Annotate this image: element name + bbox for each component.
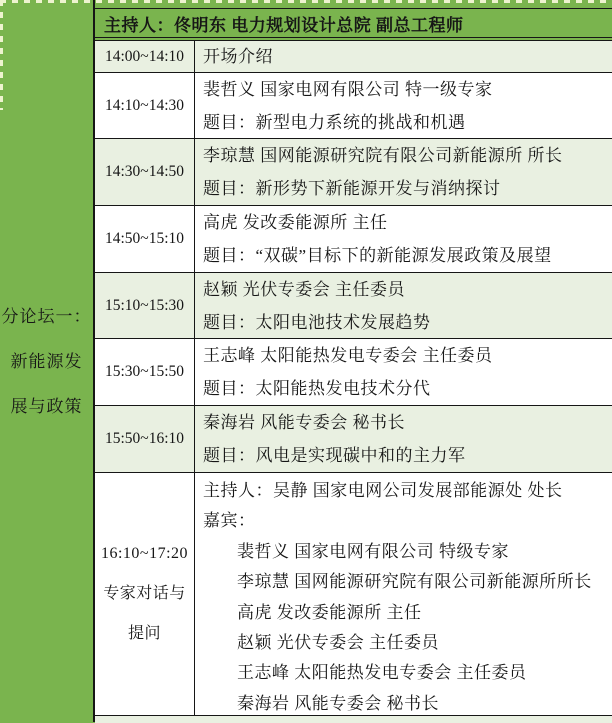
selection-dash-top xyxy=(0,0,612,3)
topic-line: 题目：新形势下新能源开发与消纳探讨 xyxy=(203,179,501,198)
speaker-line: 高虎 发改委能源所 主任 xyxy=(203,213,388,232)
speaker-line: 裴哲义 国家电网有限公司 特一级专家 xyxy=(203,79,493,99)
topic-line: 题目：“双碳”目标下的新能源发展政策及展望 xyxy=(203,246,552,265)
selection-dash-left xyxy=(0,0,3,110)
agenda-table xyxy=(93,0,612,722)
time-cell: 15:10~15:30 xyxy=(95,273,195,338)
panel-moderator-line: 主持人：吴静 国家电网公司发展部能源处 处长 xyxy=(203,481,563,500)
schedule-row-speaker xyxy=(95,406,612,473)
guest-line: 秦海岩 风能专委会 秘书长 xyxy=(237,693,439,713)
content-cell xyxy=(195,73,612,138)
session-title: 开场介绍 xyxy=(203,47,273,66)
time-line: 16:10~17:20 xyxy=(100,545,189,562)
time-line: 专家对话与 xyxy=(103,585,186,602)
speaker-line: 王志峰 太阳能热发电专委会 主任委员 xyxy=(203,346,493,365)
topic-line: 题目：新型电力系统的挑战和机遇 xyxy=(203,112,466,132)
content-cell xyxy=(195,473,612,715)
schedule-row-opening xyxy=(95,41,612,73)
forum-title-line: 分论坛一： xyxy=(1,306,92,326)
time-cell: 14:10~14:30 xyxy=(95,73,195,138)
forum-title-line: 展与政策 xyxy=(10,396,83,416)
schedule-row-panel xyxy=(95,473,612,716)
time-cell: 14:00~14:10 xyxy=(95,41,195,72)
schedule-row-speaker xyxy=(95,339,612,406)
moderator-header: 主持人：佟明东 电力规划设计总院 副总工程师 xyxy=(95,8,612,38)
schedule-row-speaker xyxy=(95,206,612,273)
content-cell xyxy=(195,406,612,472)
schedule-row-speaker xyxy=(95,273,612,339)
schedule-rows xyxy=(95,40,612,723)
content-cell xyxy=(195,139,612,205)
guest-line: 高虎 发改委能源所 主任 xyxy=(237,602,422,622)
time-line: 提问 xyxy=(127,625,161,642)
content-cell xyxy=(195,206,612,272)
content-cell xyxy=(195,339,612,405)
guest-line: 李琼慧 国网能源研究院有限公司新能源所所长 xyxy=(237,572,592,592)
content-cell xyxy=(195,273,612,338)
guest-line: 裴哲义 国家电网有限公司 特级专家 xyxy=(237,541,509,561)
speaker-line: 秦海岩 风能专委会 秘书长 xyxy=(203,413,405,432)
guest-line: 王志峰 太阳能热发电专委会 主任委员 xyxy=(237,663,527,683)
topic-line: 题目：太阳能热发电技术分代 xyxy=(203,379,431,398)
speaker-line: 赵颖 光伏专委会 主任委员 xyxy=(203,279,405,299)
topic-line: 题目：太阳电池技术发展趋势 xyxy=(203,312,431,332)
time-cell: 15:30~15:50 xyxy=(95,339,195,405)
time-cell: 14:50~15:10 xyxy=(95,206,195,272)
speaker-line: 李琼慧 国网能源研究院有限公司新能源所 所长 xyxy=(203,146,563,165)
guest-line: 赵颖 光伏专委会 主任委员 xyxy=(237,633,439,653)
forum-title-line: 新能源发 xyxy=(10,351,83,371)
schedule-row-speaker xyxy=(95,73,612,139)
content-cell xyxy=(195,41,612,72)
panel-guests-label: 嘉宾： xyxy=(203,511,256,531)
time-cell: 15:50~16:10 xyxy=(95,406,195,472)
topic-line: 题目：风电是实现碳中和的主力军 xyxy=(203,446,466,465)
time-cell: 14:30~14:50 xyxy=(95,139,195,205)
schedule-row-speaker xyxy=(95,139,612,206)
forum-sidebar xyxy=(0,0,93,722)
time-cell xyxy=(95,473,195,715)
